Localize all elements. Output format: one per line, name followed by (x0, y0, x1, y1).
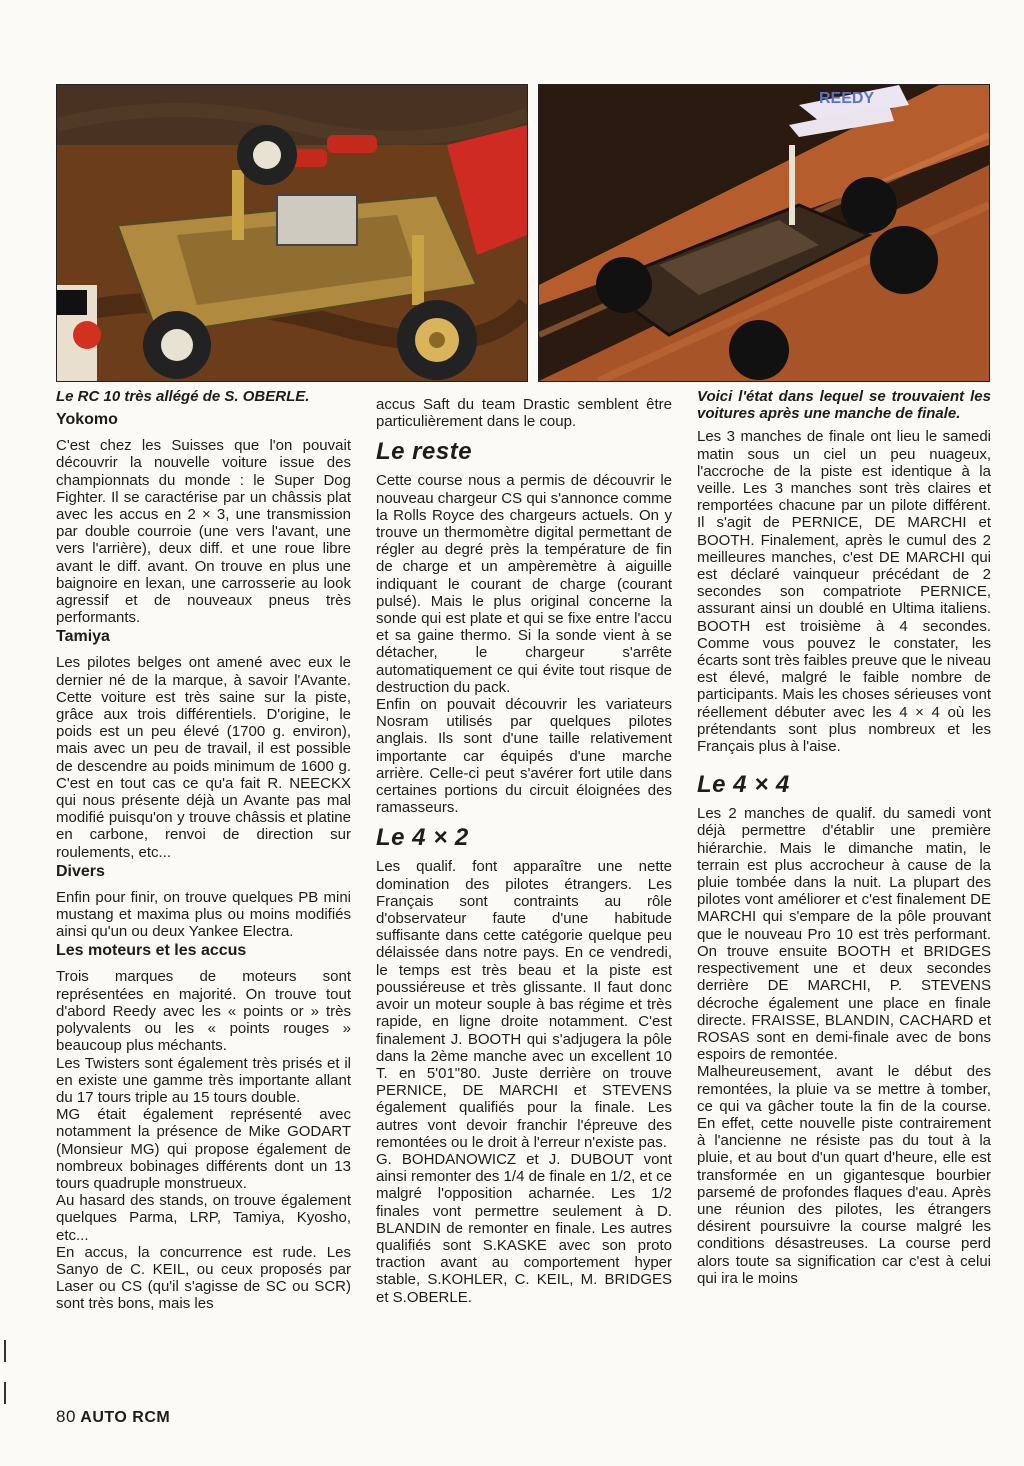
paragraph-4x2-2: G. BOHDANOWICZ et J. DUBOUT vont ainsi remonter des 1/4 de finale en 1/2, et ce malgré l'opposition acharnée. Les 1/2 finales vont permettre seulement à D. BLANDIN de remonter en finale. Les autres qualifiés sont S.KASKE avec son proto traction avant au comportement hyper stable, S.KOHLER, C. KEIL, M. BRIDGES et S.OBERLE. (376, 1150, 673, 1306)
paragraph-4x4-1: Les 2 manches de qualif. du samedi vont déjà permettre d'établir une première hiérarchie. Mais le dimanche matin, le terrain est plus accrocheur à cause de la pluie tombée dans la nuit. La plupart des pilotes vont améliorer et c'est finalement DE MARCHI qui s'empare de la pôle prouvant que le nouveau Pro 10 est très performant. On trouve ensuite BOOTH et BRIDGES respectivement une et deux secondes derrière DE MARCHI, P. STEVENS décroche également une place en finale directe. FRAISSE, BLANDIN, CACHARD et ROSAS sont en demi-finale avec de bons espoirs de remontée. (697, 805, 991, 1064)
magazine-name: AUTO RCM (80, 1409, 171, 1426)
page-footer (56, 1407, 170, 1427)
scan-edge-mark (4, 1340, 6, 1362)
paragraph-continuation: accus Saft du team Drastic semblent être particulièrement dans le coup. (376, 396, 672, 431)
paragraph-moteurs-2: Les Twisters sont également très prisés et il en existe une gamme très importante allant du 17 tours triple au 15 tours double. (56, 1054, 351, 1106)
caption-left-photo: Le RC 10 très allégé de S. OBERLE. (56, 388, 310, 405)
heading-yokomo: Yokomo (56, 411, 118, 429)
scan-edge-mark (4, 1382, 6, 1404)
column-3 (697, 388, 991, 1287)
paragraph-4x4-2: Malheureusement, avant le début des remontées, la pluie va se mettre à tomber, ce qui va gâcher toute la fin de la course. En effet, cette nouvelle piste contrairement à l'ancienne ne résiste pas du tout à la pluie, et au bout d'un quart d'heure, elle est transformée en un gigantesque bourbier parsemé de profondes flaques d'eau. Après une réunion des pilotes, les étrangers désirent poursuivre la course malgré les conditions désastreuses. La course perd alors toute sa signification car c'est à celui qui ira le moins (697, 1063, 991, 1287)
paragraph-reste-2: Enfin on pouvait découvrir les variateurs Nosram utilisés par quelques pilotes anglais. Ils sont d'une taille relativement importante car équipés d'une marche arrière. Celle-ci peut s'avérer fort utile dans certaines portions du circuit éloignées des ramasseurs. (376, 696, 672, 817)
heading-tamiya: Tamiya (56, 628, 110, 646)
heading-le-reste: Le reste (376, 438, 473, 466)
paragraph-moteurs-3: MG était également représenté avec notamment la présence de Mike GODART (Monsieur MG) qui propose également de nombreux bobinages différents dont un 13 tours quadruple monstrueux. (56, 1106, 351, 1192)
caption-right-photo: Voici l'état dans lequel se trouvaient les voitures après une manche de finale. (697, 388, 991, 423)
heading-divers: Divers (56, 862, 105, 880)
page-number: 80 (56, 1407, 76, 1426)
paragraph-reste-1: Cette course nous a permis de découvrir le nouveau chargeur CS qui s'annonce comme la Rolls Royce des chargeurs actuels. On y trouve un thermomètre digital permettant de régler au degré près la température de fin de charge et un ampèremètre à aiguille indiquant le courant de charge (courant pulsé). Mais le plus original concerne la sonde qui est plate et qui se fixe entre l'accu et sa gaine thermo. Si la sonde vient à se détacher, le chargeur s'arrête automatiquement ce qui évite tout risque de destruction du pack. (376, 472, 672, 696)
heading-le-4x2: Le 4 × 2 (376, 824, 469, 852)
paragraph-moteurs-1: Trois marques de moteurs sont représentées en majorité. On trouve tout d'abord Reedy avec les « points or » très polyvalents ou les « points rouges » beaucoup plus méchants. (56, 968, 351, 1055)
paragraph-finale: Les 3 manches de finale ont lieu le samedi matin sous un ciel un peu nuageux, l'accroche de la piste est identique à la veille. Les 3 manches sont très claires et remportées chacune par un pilote différent. Il s'agit de PERNICE, DE MARCHI et BOOTH. Finalement, après le cumul des 2 meilleures manches, c'est DE MARCHI qui est déclaré vainqueur précédant de 2 secondes son compatriote PERNICE, assurant ainsi un doublé en Ultima italiens. BOOTH est troisième à 4 secondes. Comme vous pouvez le constater, les écarts sont très faibles preuve que le niveau est élevé, malgré le faible nombre de participants. Mais les choses sérieuses vont réellement débuter avec les 4 × 4 où les prétendants sont plus nombreux et les Français plus à l'aise. (697, 428, 991, 756)
paragraph-tamiya: Les pilotes belges ont amené avec eux le dernier né de la marque, à savoir l'Avante. Cette voiture est très saine sur la piste, grâce aux trois différentiels. D'origine, le poids est un peu élevé (1700 g. environ), mais avec un peu de travail, il est possible de descendre au poids minimum de 1600 g. C'est en tout cas ce qu'a fait R. NEECKX qui nous présente déjà un Avante pas mal modifié puisqu'on y trouve châssis et platine en carbone, renvoi de direction sur roulements, etc... (56, 654, 351, 861)
paragraph-yokomo: C'est chez les Suisses que l'on pouvait découvrir la nouvelle voiture issue des championnats du monde : le Super Dog Fighter. Il se caractérise par un châssis plat avec les accus en 2 × 3, une transmission par double courroie (une vers l'avant, une vers l'arrière), deux diff. et une roue libre avant le diff. avant. On trouve en plus une baignoire en lexan, une carrosserie au look agressif et de nouveaux pneus très performants. (56, 437, 351, 627)
heading-le-4x4: Le 4 × 4 (697, 771, 790, 799)
paragraph-moteurs-4: Au hasard des stands, on trouve également quelques Parma, LRP, Tamiya, Kyosho, etc... (56, 1192, 351, 1244)
column-2 (376, 396, 672, 1306)
photo-rc10-car (56, 84, 528, 382)
photo-muddy-cars (538, 84, 990, 382)
column-1 (56, 388, 351, 1313)
reedy-sign: REEDY (819, 90, 875, 107)
paragraph-4x2-1: Les qualif. font apparaître une nette domination des pilotes étrangers. Les Français sont contraints au rôle d'observateur faute d'une habitude suffisante dans cette catégorie quelque peu délaissée dans notre pays. En ce vendredi, le temps est très beau et la piste est poussiéreuse et très glissante. Il faut donc avoir un moteur souple à bas régime et très rapide, en ligne droite notamment. C'est finalement J. BOOTH qui s'adjugera la pôle dans la 2ème manche avec un excellent 10 T. en 5'01"80. Juste derrière on trouve PERNICE, DE MARCHI et STEVENS également qualifiés pour la finale. Les autres vont devoir franchir l'épreuve des remontées ou le droit à l'erreur n'existe pas. (376, 858, 672, 1151)
heading-moteurs: Les moteurs et les accus (56, 942, 247, 960)
paragraph-divers: Enfin pour finir, on trouve quelques PB mini mustang et maxima plus ou moins modifiés ainsi qu'un ou deux Yankee Electra. (56, 888, 351, 941)
paragraph-moteurs-5: En accus, la concurrence est rude. Les Sanyo de C. KEIL, ou ceux proposés par Laser ou CS (qu'il s'agisse de SC ou SCR) sont très bons, mais les (56, 1243, 351, 1313)
